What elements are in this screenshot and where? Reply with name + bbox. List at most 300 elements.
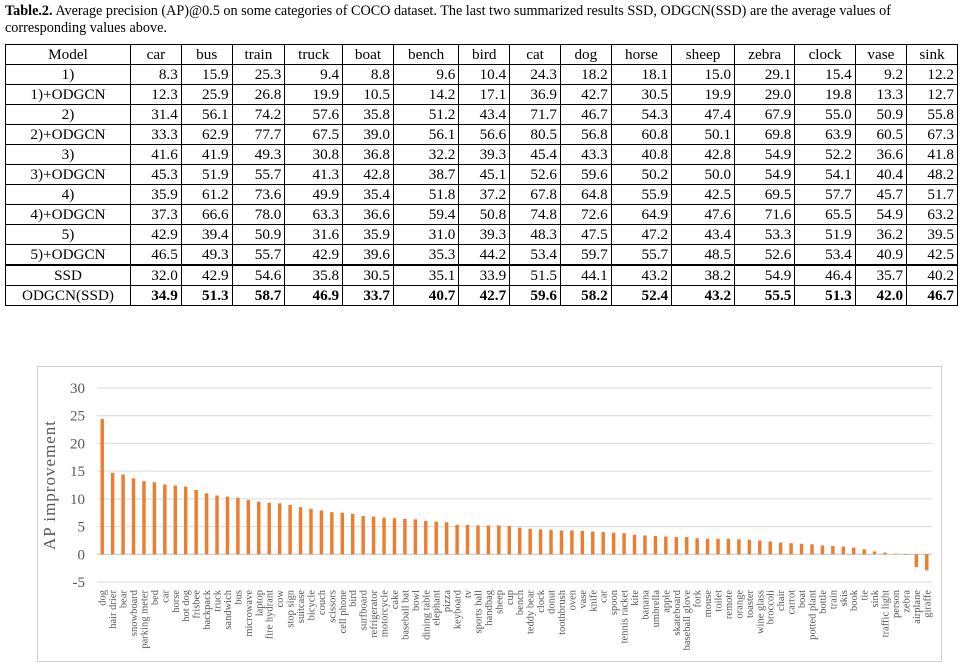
value-cell: 31.0 bbox=[393, 225, 458, 245]
value-cell: 44.1 bbox=[560, 265, 611, 286]
bar-train bbox=[831, 546, 834, 554]
bar-knife bbox=[591, 532, 594, 555]
x-tick-label: fork bbox=[692, 590, 704, 608]
x-tick-label: refrigerator bbox=[369, 590, 381, 638]
value-cell: 54.9 bbox=[735, 265, 795, 286]
x-tick-label: vase bbox=[577, 590, 589, 609]
value-cell: 60.8 bbox=[611, 125, 671, 145]
x-tick-label: truck bbox=[212, 590, 224, 612]
x-tick-label: bird bbox=[348, 590, 360, 607]
value-cell: 18.2 bbox=[560, 65, 611, 85]
value-cell: 65.5 bbox=[795, 205, 855, 225]
value-cell: 48.2 bbox=[907, 165, 958, 185]
bar-car bbox=[163, 484, 166, 554]
bar-person bbox=[894, 554, 897, 555]
value-cell: 69.8 bbox=[735, 125, 795, 145]
bar-tie bbox=[862, 549, 865, 554]
table-row bbox=[6, 125, 958, 145]
bar-toilet bbox=[716, 539, 719, 555]
x-tick-label: bear bbox=[118, 590, 130, 609]
bar-fire-hydrant bbox=[267, 503, 270, 555]
x-tick-label: mouse bbox=[703, 590, 715, 618]
x-tick-label: clock bbox=[536, 590, 548, 613]
bar-surfboard bbox=[361, 516, 364, 554]
value-cell: 19.9 bbox=[672, 85, 735, 105]
x-tick-label: teddy bear bbox=[525, 590, 537, 635]
value-cell: 46.4 bbox=[795, 265, 855, 286]
x-tick-label: umbrella bbox=[650, 590, 662, 628]
value-cell: 58.7 bbox=[232, 286, 285, 306]
bar-snowboard bbox=[132, 478, 135, 554]
bar-boat bbox=[800, 544, 803, 555]
col-header-zebra: zebra bbox=[735, 45, 795, 65]
value-cell: 51.5 bbox=[510, 265, 561, 286]
table-body bbox=[6, 65, 958, 306]
col-header-truck: truck bbox=[285, 45, 343, 65]
value-cell: 55.7 bbox=[232, 165, 285, 185]
bar-banana bbox=[643, 535, 646, 554]
value-cell: 43.3 bbox=[560, 145, 611, 165]
x-tick-label: scissors bbox=[327, 590, 339, 623]
value-cell: 64.8 bbox=[560, 185, 611, 205]
value-cell: 40.8 bbox=[611, 145, 671, 165]
value-cell: 25.3 bbox=[232, 65, 285, 85]
x-tick-label: cake bbox=[389, 590, 401, 610]
x-tick-label: parking meter bbox=[139, 590, 151, 649]
table-row bbox=[6, 225, 958, 245]
x-tick-label: donut bbox=[546, 590, 558, 614]
x-tick-label: car bbox=[160, 590, 172, 603]
x-tick-label: baseball bat bbox=[400, 590, 412, 640]
value-cell: 32.0 bbox=[131, 265, 182, 286]
x-tick-label: snowboard bbox=[129, 590, 141, 637]
bar-potted-plant bbox=[810, 544, 813, 554]
bar-bench bbox=[518, 528, 521, 555]
bar-bowl bbox=[414, 519, 417, 554]
model-cell: 2) bbox=[6, 105, 131, 125]
value-cell: 26.8 bbox=[232, 85, 285, 105]
value-cell: 63.9 bbox=[795, 125, 855, 145]
value-cell: 36.6 bbox=[343, 205, 394, 225]
x-tick-label: hot dog bbox=[181, 590, 193, 622]
value-cell: 41.8 bbox=[907, 145, 958, 165]
x-tick-label: oven bbox=[567, 590, 579, 611]
model-cell: 2)+ODGCN bbox=[6, 125, 131, 145]
value-cell: 59.6 bbox=[560, 165, 611, 185]
col-header-bird: bird bbox=[459, 45, 510, 65]
x-tick-label: stop sign bbox=[285, 590, 297, 628]
value-cell: 47.2 bbox=[611, 225, 671, 245]
value-cell: 63.2 bbox=[907, 205, 958, 225]
col-header-car: car bbox=[131, 45, 182, 65]
bar-tv bbox=[466, 525, 469, 554]
value-cell: 36.2 bbox=[855, 225, 906, 245]
bar-dining-table bbox=[424, 521, 427, 554]
value-cell: 43.4 bbox=[459, 105, 510, 125]
table-row bbox=[6, 145, 958, 165]
x-tick-label: frisbee bbox=[191, 590, 203, 619]
caption-text: Average precision (AP)@0.5 on some categories of COCO dataset. The last two summarized results SSD, ODGCN(SSD) are the average values of corresponding values above. bbox=[5, 3, 891, 36]
bar-cow bbox=[278, 503, 281, 554]
value-cell: 58.2 bbox=[560, 286, 611, 306]
x-tick-label: zebra bbox=[901, 590, 913, 613]
value-cell: 39.3 bbox=[459, 225, 510, 245]
x-tick-label: banana bbox=[640, 590, 652, 620]
value-cell: 60.5 bbox=[855, 125, 906, 145]
col-header-model: Model bbox=[6, 45, 131, 65]
x-tick-label: wine glass bbox=[755, 590, 767, 635]
bar-sheep bbox=[497, 525, 500, 554]
x-tick-label: pizza bbox=[442, 590, 454, 613]
x-tick-label: boat bbox=[797, 590, 809, 609]
value-cell: 45.4 bbox=[510, 145, 561, 165]
value-cell: 35.9 bbox=[131, 185, 182, 205]
value-cell: 36.6 bbox=[855, 145, 906, 165]
value-cell: 35.7 bbox=[855, 265, 906, 286]
y-tick-label: 20 bbox=[70, 436, 85, 453]
caption-label: Table.2. bbox=[5, 3, 53, 19]
x-tick-label: laptop bbox=[254, 590, 266, 617]
bar-hot-dog bbox=[184, 487, 187, 555]
value-cell: 33.3 bbox=[131, 125, 182, 145]
x-tick-label: elephant bbox=[431, 590, 443, 626]
bar-frisbee bbox=[194, 490, 197, 554]
value-cell: 36.8 bbox=[343, 145, 394, 165]
value-cell: 51.3 bbox=[181, 286, 232, 306]
model-cell: 1)+ODGCN bbox=[6, 85, 131, 105]
value-cell: 30.5 bbox=[343, 265, 394, 286]
value-cell: 17.1 bbox=[459, 85, 510, 105]
bar-bus bbox=[236, 498, 239, 555]
value-cell: 35.3 bbox=[393, 245, 458, 266]
table-row bbox=[6, 245, 958, 266]
bar-toaster bbox=[748, 540, 751, 554]
value-cell: 48.5 bbox=[672, 245, 735, 266]
model-cell: 3) bbox=[6, 145, 131, 165]
bar-bird bbox=[351, 514, 354, 554]
value-cell: 35.4 bbox=[343, 185, 394, 205]
value-cell: 73.6 bbox=[232, 185, 285, 205]
value-cell: 66.6 bbox=[181, 205, 232, 225]
value-cell: 63.3 bbox=[285, 205, 343, 225]
model-cell: 4)+ODGCN bbox=[6, 205, 131, 225]
x-tick-label: toothbrush bbox=[556, 590, 568, 635]
value-cell: 71.6 bbox=[735, 205, 795, 225]
bar-backpack bbox=[205, 493, 208, 554]
table-row bbox=[6, 65, 958, 85]
table-row bbox=[6, 85, 958, 105]
value-cell: 59.4 bbox=[393, 205, 458, 225]
value-cell: 42.0 bbox=[855, 286, 906, 306]
value-cell: 54.6 bbox=[232, 265, 285, 286]
bar-umbrella bbox=[654, 536, 657, 554]
value-cell: 39.4 bbox=[181, 225, 232, 245]
value-cell: 35.8 bbox=[285, 265, 343, 286]
value-cell: 40.7 bbox=[393, 286, 458, 306]
x-tick-label: airplane bbox=[911, 590, 923, 624]
x-tick-label: cup bbox=[504, 590, 516, 606]
col-header-train: train bbox=[232, 45, 285, 65]
bar-chair bbox=[779, 543, 782, 555]
value-cell: 8.3 bbox=[131, 65, 182, 85]
value-cell: 38.7 bbox=[393, 165, 458, 185]
bar-remote bbox=[727, 539, 730, 555]
x-tick-label: bench bbox=[515, 590, 527, 616]
value-cell: 41.3 bbox=[285, 165, 343, 185]
value-cell: 35.8 bbox=[343, 105, 394, 125]
value-cell: 51.9 bbox=[795, 225, 855, 245]
value-cell: 37.3 bbox=[131, 205, 182, 225]
value-cell: 54.9 bbox=[855, 205, 906, 225]
value-cell: 45.1 bbox=[459, 165, 510, 185]
x-tick-label: apple bbox=[661, 590, 673, 613]
y-tick-label: 15 bbox=[70, 464, 85, 481]
value-cell: 29.0 bbox=[735, 85, 795, 105]
table-row bbox=[6, 265, 958, 286]
value-cell: 51.3 bbox=[795, 286, 855, 306]
value-cell: 56.1 bbox=[181, 105, 232, 125]
value-cell: 55.8 bbox=[907, 105, 958, 125]
value-cell: 52.6 bbox=[510, 165, 561, 185]
bar-sports-ball bbox=[476, 525, 479, 554]
value-cell: 45.3 bbox=[131, 165, 182, 185]
y-tick-label: 30 bbox=[70, 381, 85, 397]
x-tick-label: carrot bbox=[786, 590, 798, 615]
x-tick-label: motorcycle bbox=[379, 590, 391, 638]
x-tick-label: toaster bbox=[744, 590, 756, 618]
value-cell: 57.7 bbox=[795, 185, 855, 205]
table-caption bbox=[5, 3, 955, 37]
bar-giraffe bbox=[925, 554, 928, 570]
value-cell: 54.9 bbox=[735, 165, 795, 185]
value-cell: 59.6 bbox=[510, 286, 561, 306]
x-tick-label: baseball glove bbox=[682, 590, 694, 651]
x-tick-label: sink bbox=[870, 590, 882, 608]
model-cell: 4) bbox=[6, 185, 131, 205]
bar-traffic-light bbox=[883, 553, 886, 555]
value-cell: 13.3 bbox=[855, 85, 906, 105]
bar-pizza bbox=[445, 522, 448, 554]
x-tick-label: skateboard bbox=[671, 590, 683, 636]
value-cell: 55.0 bbox=[795, 105, 855, 125]
value-cell: 29.1 bbox=[735, 65, 795, 85]
value-cell: 40.2 bbox=[907, 265, 958, 286]
bar-teddy-bear bbox=[528, 529, 531, 554]
bar-tennis-racket bbox=[622, 533, 625, 554]
bar-horse bbox=[174, 486, 177, 555]
x-tick-label: backpack bbox=[202, 590, 214, 630]
value-cell: 55.7 bbox=[611, 245, 671, 266]
x-tick-label: sports ball bbox=[473, 590, 485, 634]
x-tick-label: sheep bbox=[494, 590, 506, 614]
value-cell: 39.6 bbox=[343, 245, 394, 266]
value-cell: 24.3 bbox=[510, 65, 561, 85]
x-tick-label: chair bbox=[776, 590, 788, 611]
bar-clock bbox=[539, 529, 542, 554]
bar-toothbrush bbox=[560, 530, 563, 554]
value-cell: 62.9 bbox=[181, 125, 232, 145]
value-cell: 40.4 bbox=[855, 165, 906, 185]
bar-baseball-glove bbox=[685, 537, 688, 554]
model-cell: 1) bbox=[6, 65, 131, 85]
value-cell: 67.3 bbox=[907, 125, 958, 145]
value-cell: 42.5 bbox=[907, 245, 958, 266]
value-cell: 30.8 bbox=[285, 145, 343, 165]
value-cell: 12.2 bbox=[907, 65, 958, 85]
value-cell: 48.3 bbox=[510, 225, 561, 245]
x-tick-label: toilet bbox=[713, 590, 725, 612]
value-cell: 42.7 bbox=[459, 286, 510, 306]
x-tick-label: bottle bbox=[817, 590, 829, 614]
value-cell: 39.0 bbox=[343, 125, 394, 145]
x-tick-label: hair drier bbox=[108, 590, 120, 629]
col-header-dog: dog bbox=[560, 45, 611, 65]
table-row bbox=[6, 286, 958, 306]
x-tick-label: horse bbox=[170, 590, 182, 613]
value-cell: 56.8 bbox=[560, 125, 611, 145]
value-cell: 15.0 bbox=[672, 65, 735, 85]
bar-sink bbox=[873, 552, 876, 555]
value-cell: 12.3 bbox=[131, 85, 182, 105]
value-cell: 9.2 bbox=[855, 65, 906, 85]
bar-bicycle bbox=[309, 509, 312, 554]
bar-truck bbox=[215, 496, 218, 555]
bar-book bbox=[852, 548, 855, 555]
x-tick-label: train bbox=[828, 590, 840, 610]
value-cell: 9.6 bbox=[393, 65, 458, 85]
chart-gridlines bbox=[97, 388, 932, 582]
bar-dog bbox=[100, 419, 103, 554]
y-tick-label: 0 bbox=[77, 547, 85, 564]
value-cell: 54.1 bbox=[795, 165, 855, 185]
value-cell: 49.3 bbox=[232, 145, 285, 165]
value-cell: 25.9 bbox=[181, 85, 232, 105]
y-tick-label: -5 bbox=[72, 575, 85, 591]
bar-stop-sign bbox=[288, 505, 291, 554]
value-cell: 67.8 bbox=[510, 185, 561, 205]
value-cell: 41.6 bbox=[131, 145, 182, 165]
x-tick-label: spoon bbox=[609, 590, 621, 616]
value-cell: 14.2 bbox=[393, 85, 458, 105]
value-cell: 49.9 bbox=[285, 185, 343, 205]
value-cell: 53.3 bbox=[735, 225, 795, 245]
table-row bbox=[6, 205, 958, 225]
value-cell: 38.2 bbox=[672, 265, 735, 286]
value-cell: 42.9 bbox=[131, 225, 182, 245]
bar-elephant bbox=[434, 522, 437, 555]
value-cell: 72.6 bbox=[560, 205, 611, 225]
model-cell: 3)+ODGCN bbox=[6, 165, 131, 185]
value-cell: 10.5 bbox=[343, 85, 394, 105]
x-tick-label: giraffe bbox=[922, 590, 934, 618]
bar-cup bbox=[508, 526, 511, 554]
bar-zebra bbox=[904, 554, 907, 555]
bar-refrigerator bbox=[372, 517, 375, 555]
bar-kite bbox=[633, 535, 636, 554]
x-tick-label: cow bbox=[275, 590, 287, 608]
value-cell: 52.2 bbox=[795, 145, 855, 165]
bar-couch bbox=[320, 510, 323, 554]
x-tick-label: remote bbox=[723, 590, 735, 620]
chart-y-ticks bbox=[70, 381, 85, 591]
y-tick-label: 25 bbox=[70, 408, 85, 425]
value-cell: 42.8 bbox=[672, 145, 735, 165]
bar-skis bbox=[842, 547, 845, 555]
results-table bbox=[5, 44, 958, 306]
value-cell: 52.6 bbox=[735, 245, 795, 266]
value-cell: 34.9 bbox=[131, 286, 182, 306]
bar-wine-glass bbox=[758, 540, 761, 554]
value-cell: 52.4 bbox=[611, 286, 671, 306]
value-cell: 50.0 bbox=[672, 165, 735, 185]
bar-mouse bbox=[706, 539, 709, 555]
y-tick-label: 5 bbox=[77, 519, 85, 536]
model-cell: ODGCN(SSD) bbox=[6, 286, 131, 306]
value-cell: 8.8 bbox=[343, 65, 394, 85]
value-cell: 50.9 bbox=[855, 105, 906, 125]
value-cell: 50.2 bbox=[611, 165, 671, 185]
x-tick-label: microwave bbox=[243, 590, 255, 637]
model-cell: 5) bbox=[6, 225, 131, 245]
bar-keyboard bbox=[455, 525, 458, 554]
x-tick-label: traffic light bbox=[880, 590, 892, 638]
bar-parking-meter bbox=[142, 481, 145, 554]
bar-suitcase bbox=[299, 507, 302, 554]
value-cell: 35.1 bbox=[393, 265, 458, 286]
value-cell: 45.7 bbox=[855, 185, 906, 205]
value-cell: 53.4 bbox=[510, 245, 561, 266]
value-cell: 46.9 bbox=[285, 286, 343, 306]
value-cell: 42.9 bbox=[285, 245, 343, 266]
value-cell: 9.4 bbox=[285, 65, 343, 85]
bar-hair-drier bbox=[111, 473, 114, 554]
col-header-bus: bus bbox=[181, 45, 232, 65]
table-header-row bbox=[6, 45, 958, 65]
x-tick-label: surfboard bbox=[358, 590, 370, 631]
bar-bear bbox=[121, 474, 124, 554]
y-tick-label: 10 bbox=[70, 491, 85, 508]
value-cell: 47.6 bbox=[672, 205, 735, 225]
value-cell: 51.7 bbox=[907, 185, 958, 205]
bar-broccoli bbox=[768, 542, 771, 555]
model-cell: 5)+ODGCN bbox=[6, 245, 131, 266]
value-cell: 19.8 bbox=[795, 85, 855, 105]
value-cell: 59.7 bbox=[560, 245, 611, 266]
bar-baseball-bat bbox=[403, 519, 406, 554]
x-tick-label: knife bbox=[588, 590, 600, 612]
value-cell: 56.6 bbox=[459, 125, 510, 145]
value-cell: 33.7 bbox=[343, 286, 394, 306]
x-tick-label: orange bbox=[734, 590, 746, 619]
value-cell: 32.2 bbox=[393, 145, 458, 165]
value-cell: 33.9 bbox=[459, 265, 510, 286]
value-cell: 46.7 bbox=[560, 105, 611, 125]
value-cell: 10.4 bbox=[459, 65, 510, 85]
value-cell: 51.9 bbox=[181, 165, 232, 185]
bar-airplane bbox=[915, 554, 918, 567]
value-cell: 36.9 bbox=[510, 85, 561, 105]
x-tick-label: skis bbox=[838, 590, 850, 607]
model-cell: SSD bbox=[6, 265, 131, 286]
value-cell: 80.5 bbox=[510, 125, 561, 145]
x-tick-label: broccoli bbox=[765, 590, 777, 625]
value-cell: 19.9 bbox=[285, 85, 343, 105]
col-header-sheep: sheep bbox=[672, 45, 735, 65]
bar-spoon bbox=[612, 533, 615, 555]
value-cell: 77.7 bbox=[232, 125, 285, 145]
value-cell: 18.1 bbox=[611, 65, 671, 85]
col-header-vase: vase bbox=[855, 45, 906, 65]
